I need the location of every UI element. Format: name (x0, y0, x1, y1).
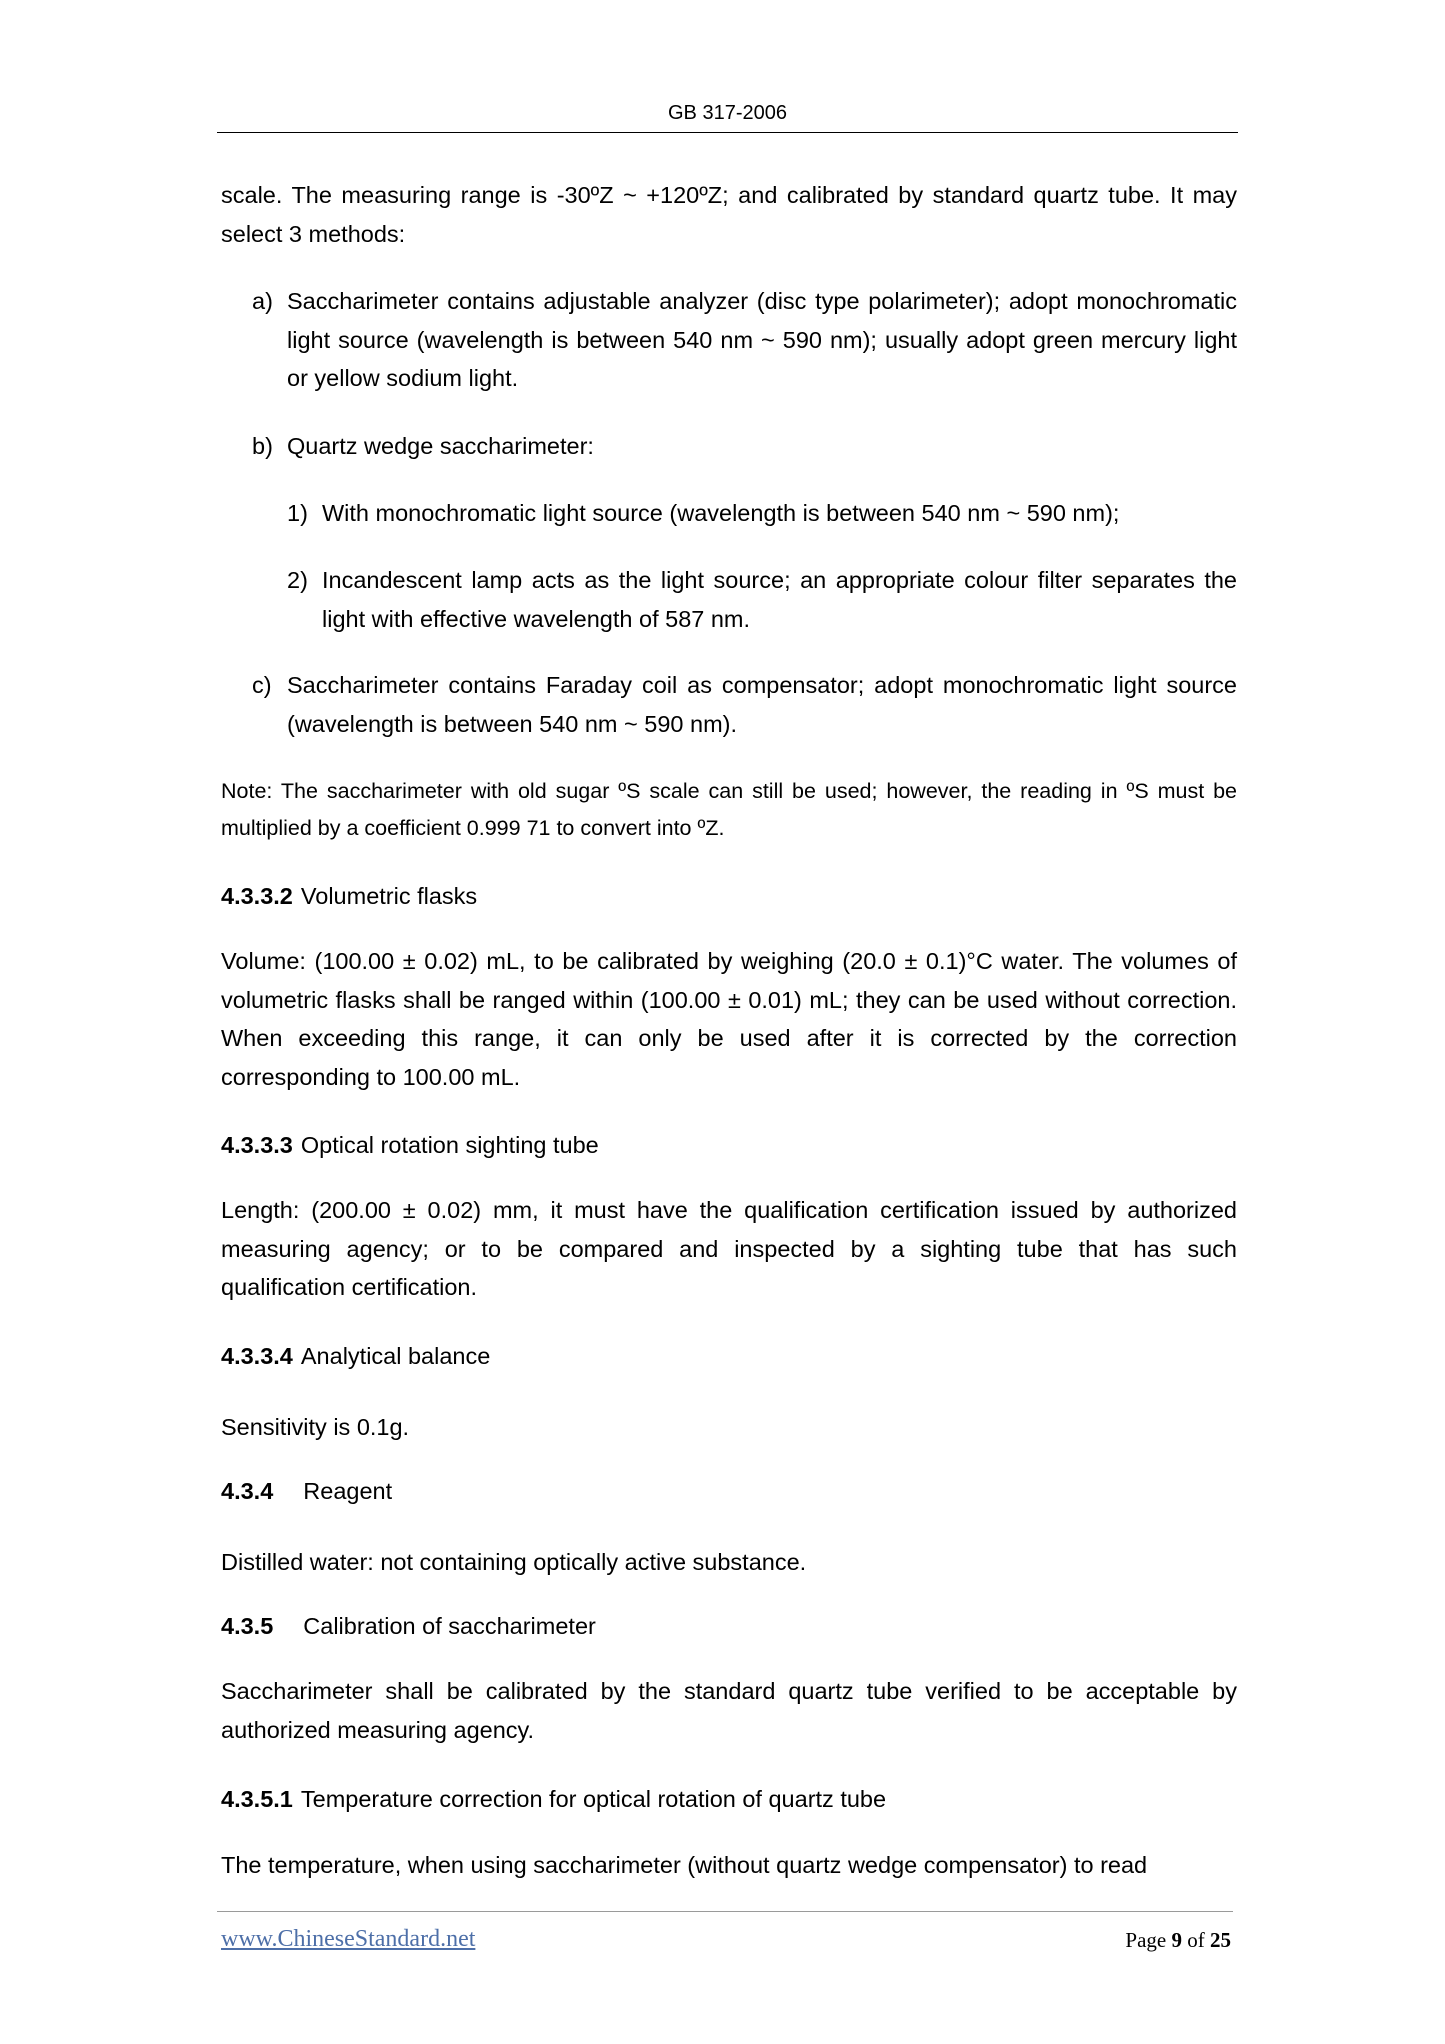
section-body: Sensitivity is 0.1g. (221, 1414, 410, 1440)
section-number: 4.3.3.2 (221, 883, 293, 909)
sub-method-marker: 2) (287, 567, 308, 593)
section-heading-4-3-5-1 (221, 1784, 886, 1814)
footer-divider (217, 1911, 1233, 1912)
section-body: Saccharimeter shall be calibrated by the standard quartz tube verified to be acceptable by authorized measuring agency. (221, 1678, 1237, 1743)
section-number: 4.3.5.1 (221, 1786, 293, 1812)
method-marker: c) (252, 672, 272, 698)
method-item-c (252, 666, 1237, 743)
section-number: 4.3.5 (221, 1613, 274, 1639)
sub-method-text: Incandescent lamp acts as the light source; an appropriate colour filter separates the light with effective wavelength of 587 nm. (322, 567, 1237, 632)
sub-method-text: With monochromatic light source (wavelength is between 540 nm ~ 590 nm); (322, 500, 1120, 526)
website-link[interactable]: www.ChineseStandard.net (221, 1926, 476, 1952)
sub-method-item-2 (287, 561, 1237, 638)
intro-paragraph: scale. The measuring range is -30ºZ ~ +120ºZ; and calibrated by standard quartz tube. It may select 3 methods: (221, 182, 1237, 247)
section-heading-4-3-3-3 (221, 1130, 599, 1160)
method-text: Saccharimeter contains Faraday coil as compensator; adopt monochromatic light source (wavelength is between 540 nm ~ 590 nm). (287, 672, 1237, 737)
page-number (1125, 1926, 1231, 1954)
method-text: Saccharimeter contains adjustable analyzer (disc type polarimeter); adopt monochromatic light source (wavelength is between 540 nm ~ 590 nm); usually adopt green mercury light or yellow sodium light. (287, 288, 1237, 391)
page-label: Page (1125, 1928, 1167, 1952)
method-item-b (252, 427, 1237, 466)
section-number: 4.3.3.3 (221, 1132, 293, 1158)
section-title: Temperature correction for optical rotation of quartz tube (300, 1786, 887, 1812)
method-marker: a) (252, 288, 273, 314)
page-current: 9 (1171, 1928, 1182, 1952)
section-title: Analytical balance (300, 1343, 491, 1369)
section-body: Length: (200.00 ± 0.02) mm, it must have the qualification certification issued by authorized measuring agency; or to be compared and inspected by a sighting tube that has such qualification certification. (221, 1197, 1237, 1300)
section-body: Volume: (100.00 ± 0.02) mL, to be calibrated by weighing (20.0 ± 0.1)°C water. The volumes of volumetric flasks shall be ranged within (100.00 ± 0.01) mL; they can be used without correction. When exceeding this range, it can only be used after it is corrected by the correction corresponding to 100.00 mL. (221, 948, 1237, 1090)
section-heading-4-3-4 (221, 1476, 392, 1506)
page-total: 25 (1210, 1928, 1231, 1952)
sub-method-item-1 (287, 494, 1237, 533)
section-heading-4-3-5 (221, 1611, 596, 1641)
section-title: Calibration of saccharimeter (303, 1613, 596, 1639)
section-title: Volumetric flasks (300, 883, 478, 909)
section-title: Reagent (303, 1478, 393, 1504)
method-text: Quartz wedge saccharimeter: (287, 433, 594, 459)
page-of-label: of (1187, 1928, 1205, 1952)
sub-method-marker: 1) (287, 500, 308, 526)
header-divider (217, 132, 1238, 133)
section-body: Distilled water: not containing optically active substance. (221, 1549, 807, 1575)
method-item-a (252, 282, 1237, 398)
section-heading-4-3-3-2 (221, 881, 477, 911)
note-paragraph: Note: The saccharimeter with old sugar ºS scale can still be used; however, the reading in ºS must be multiplied by a coefficient 0.999 71 to convert into ºZ. (221, 779, 1237, 840)
section-number: 4.3.4 (221, 1478, 274, 1504)
section-heading-4-3-3-4 (221, 1341, 490, 1371)
document-header-title: GB 317-2006 (668, 102, 787, 124)
section-number: 4.3.3.4 (221, 1343, 293, 1369)
section-body: The temperature, when using saccharimeter (without quartz wedge compensator) to read (221, 1852, 1148, 1878)
section-title: Optical rotation sighting tube (300, 1132, 599, 1158)
method-marker: b) (252, 433, 273, 459)
